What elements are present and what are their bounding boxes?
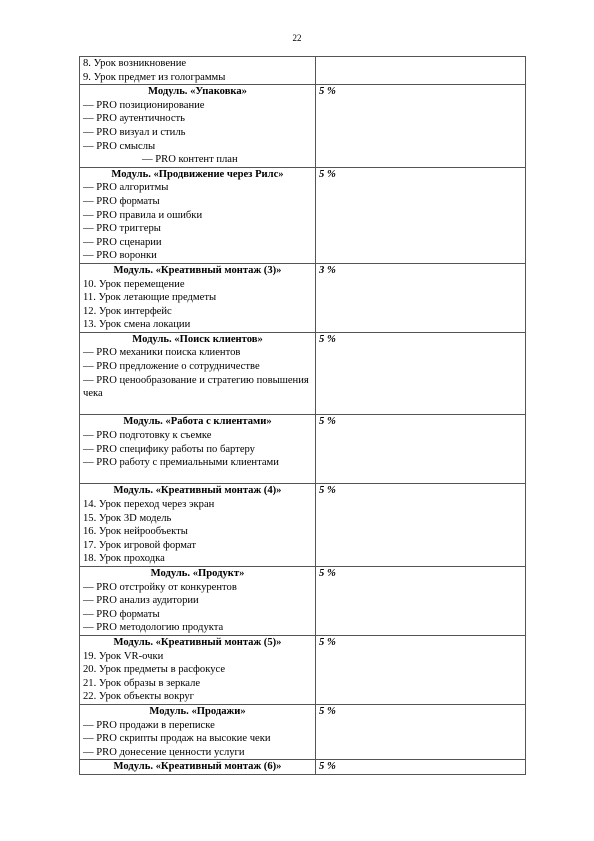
list-item: — PRO контент план — [142, 154, 238, 166]
list-item: — PRO механики поиска клиентов — [83, 347, 241, 359]
blank-line — [83, 470, 312, 484]
module-content-cell — [80, 332, 316, 415]
module-content-cell — [80, 566, 316, 635]
lesson-item: 10. Урок перемещение — [83, 278, 185, 290]
table-row — [80, 85, 526, 168]
module-content-cell — [80, 635, 316, 704]
list-item: — PRO предложение о сотрудничестве — [83, 361, 260, 373]
lesson-item: 9. Урок предмет из голограммы — [83, 71, 226, 83]
list-item: — PRO скрипты продаж на высокие чеки — [83, 733, 271, 745]
percentage-cell: 5 % — [316, 415, 526, 484]
lesson-item: 11. Урок летающие предметы — [83, 292, 217, 304]
percentage-cell: 5 % — [316, 167, 526, 263]
module-content-cell — [80, 760, 316, 775]
blank-line — [83, 401, 312, 415]
list-item: — PRO аутентичность — [83, 113, 185, 125]
curriculum-table — [79, 56, 526, 775]
module-content-cell — [80, 704, 316, 759]
list-item: — PRO форматы — [83, 608, 160, 620]
list-item: — PRO визуал и стиль — [83, 126, 186, 138]
module-title: Модуль. «Креативный монтаж (3)» — [113, 264, 282, 276]
module-content-cell — [80, 263, 316, 332]
module-title: Модуль. «Продвижение через Рилс» — [111, 168, 284, 180]
lesson-item: 17. Урок игровой формат — [83, 539, 196, 551]
module-title: Модуль. «Продажи» — [149, 705, 246, 717]
table-row — [80, 760, 526, 775]
lesson-item: 16. Урок нейрообъекты — [83, 526, 188, 538]
list-item: — PRO смыслы — [83, 140, 156, 152]
percentage-cell: 5 % — [316, 760, 526, 775]
percentage-cell: 3 % — [316, 263, 526, 332]
table-row — [80, 566, 526, 635]
lesson-item: 13. Урок смена локации — [83, 319, 191, 331]
lesson-item: 20. Урок предметы в расфокусе — [83, 664, 226, 676]
list-item: — PRO донесение ценности услуги — [83, 746, 245, 758]
table-row — [80, 415, 526, 484]
percentage-cell — [316, 57, 526, 85]
lesson-item: 15. Урок 3D модель — [83, 512, 172, 524]
list-item: — PRO позиционирование — [83, 99, 205, 111]
module-content-cell — [80, 57, 316, 85]
list-item: — PRO воронки — [83, 250, 157, 262]
lesson-item: 18. Урок проходка — [83, 553, 165, 565]
list-item: — PRO продажи в переписке — [83, 719, 215, 731]
table-row — [80, 167, 526, 263]
table-row — [80, 57, 526, 85]
page-number: 22 — [292, 33, 302, 43]
percentage-cell: 5 % — [316, 332, 526, 415]
module-content-cell — [80, 85, 316, 168]
module-content-cell — [80, 167, 316, 263]
table-row — [80, 332, 526, 415]
lesson-item: 14. Урок переход через экран — [83, 499, 215, 510]
list-item: — PRO триггеры — [83, 223, 161, 235]
list-item: — PRO работу с премиальными клиентами — [83, 457, 279, 469]
list-item: — PRO ценообразование и стратегию повышения чека — [83, 374, 309, 400]
module-title: Модуль. «Креативный монтаж (5)» — [113, 636, 282, 648]
table-row — [80, 704, 526, 759]
table-row — [80, 635, 526, 704]
lesson-item: 22. Урок объекты вокруг — [83, 691, 195, 703]
module-title: Модуль. «Поиск клиентов» — [132, 333, 263, 345]
list-item: — PRO отстройку от конкурентов — [83, 581, 237, 593]
list-item: — PRO алгоритмы — [83, 182, 169, 194]
list-item: — PRO анализ аудитории — [83, 595, 199, 607]
percentage-cell: 5 % — [316, 484, 526, 567]
list-item: — PRO форматы — [83, 195, 160, 207]
percentage-cell: 5 % — [316, 635, 526, 704]
percentage-cell: 5 % — [316, 704, 526, 759]
percentage-cell: 5 % — [316, 566, 526, 635]
module-content-cell — [80, 484, 316, 567]
module-title: Модуль. «Креативный монтаж (6)» — [113, 761, 282, 773]
list-item: — PRO правила и ошибки — [83, 209, 203, 221]
module-title: Модуль. «Упаковка» — [148, 86, 247, 98]
lesson-item: 21. Урок образы в зеркале — [83, 677, 201, 689]
module-title: Модуль. «Продукт» — [150, 567, 245, 579]
lesson-item: 8. Урок возникновение — [83, 58, 187, 69]
percentage-cell: 5 % — [316, 85, 526, 168]
module-title: Модуль. «Креативный монтаж (4)» — [113, 485, 282, 497]
lesson-item: 12. Урок интерфейс — [83, 305, 172, 317]
module-content-cell — [80, 415, 316, 484]
list-item: — PRO сценарии — [83, 236, 162, 248]
list-item: — PRO специфику работы по бартеру — [83, 443, 255, 455]
table-row — [80, 484, 526, 567]
module-title: Модуль. «Работа с клиентами» — [123, 416, 272, 428]
list-item: — PRO подготовку к съемке — [83, 430, 212, 442]
lesson-item: 19. Урок VR-очки — [83, 650, 164, 662]
table-row — [80, 263, 526, 332]
list-item: — PRO методологию продукта — [83, 622, 224, 634]
